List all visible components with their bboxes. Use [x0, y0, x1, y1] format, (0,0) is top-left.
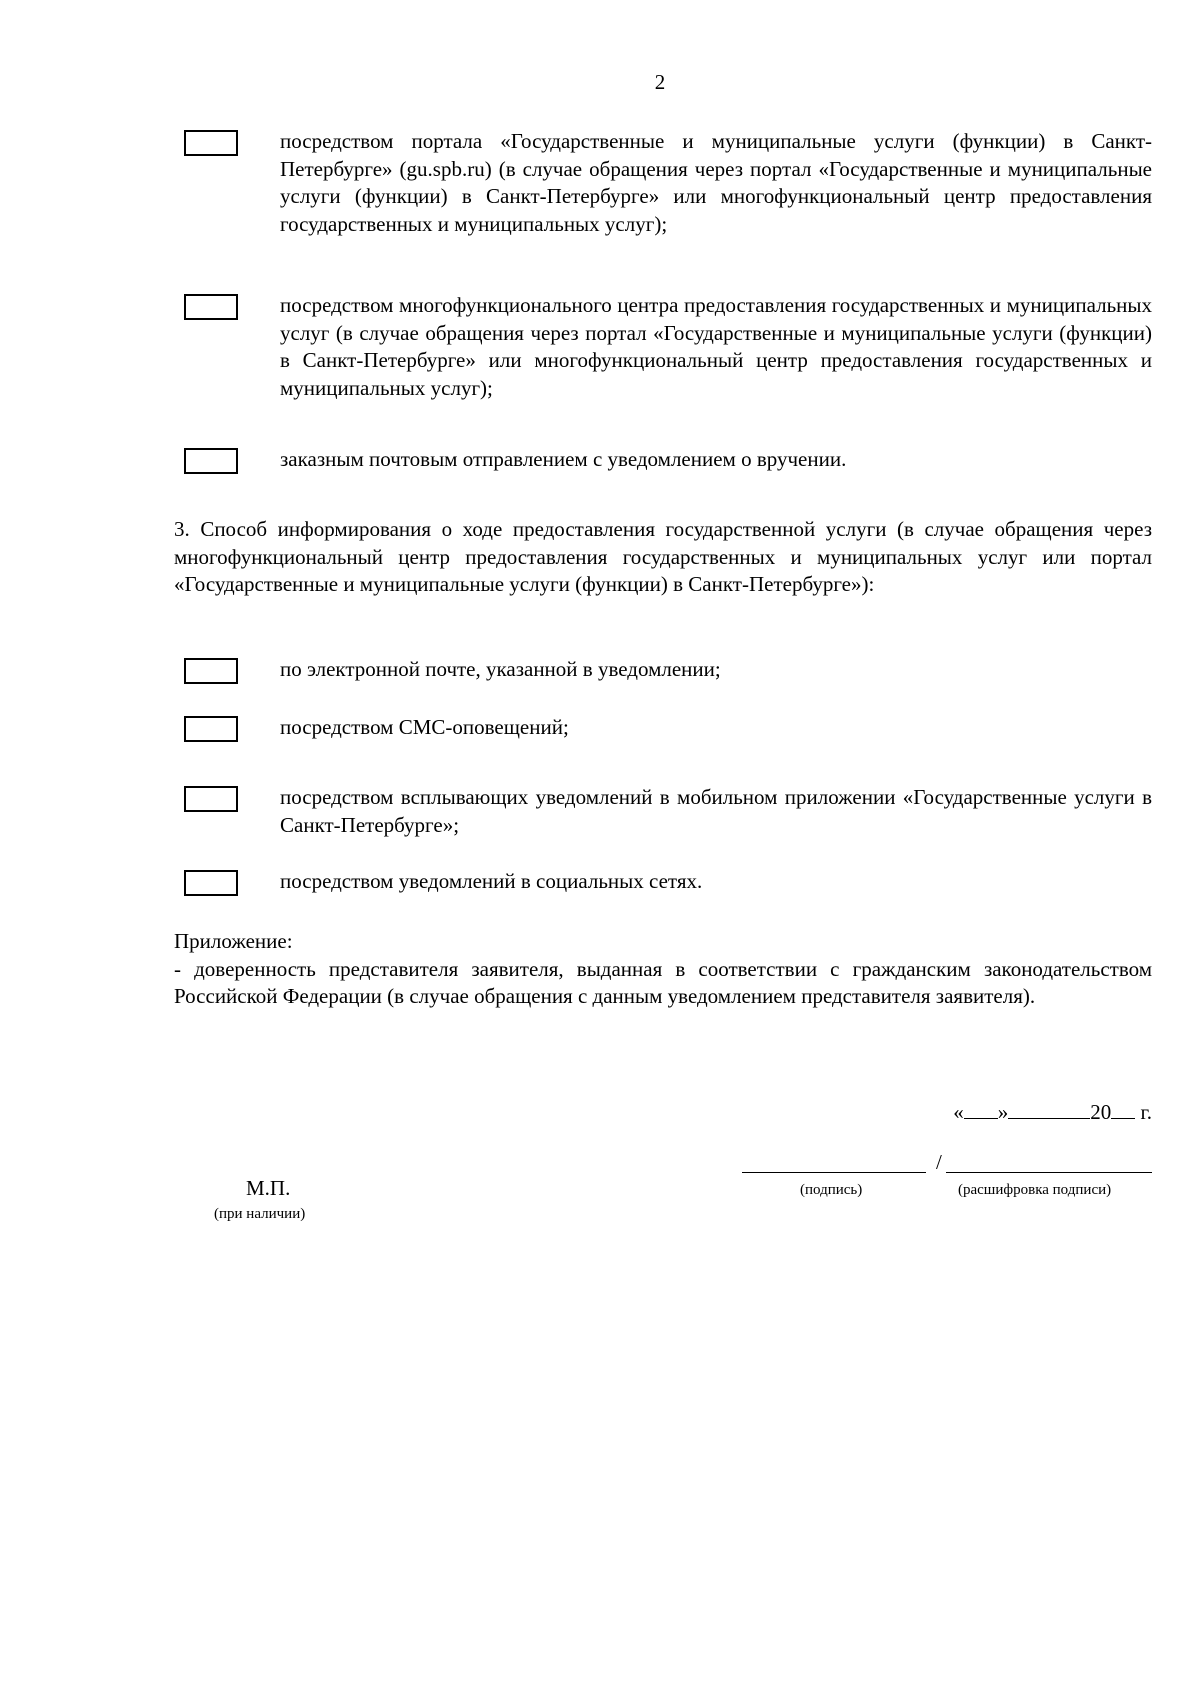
stamp-note: (при наличии) [214, 1206, 306, 1222]
option-text: посредством всплывающих уведомлений в мобильном приложении «Государственные услуги в Санкт-Петербурге»; [280, 785, 1152, 837]
appendix-text: - доверенность представителя заявителя, выданная в соответствии с гражданским законодательством Российской Федерации (в случае обращения с данным уведомлением представителя заявителя). [174, 956, 1152, 1008]
page-number: 2 [654, 70, 666, 94]
section-3-text: 3. Способ информирования о ходе предоставления государственной услуги (в случае обращения через многофункциональный центр предоставления государственных и муниципальных услуг или портал «Государственные и муниципальные услуги (функции) в Санкт-Петербурге»): [174, 517, 1152, 596]
date-close-quote: » [997, 1100, 1009, 1124]
appendix-title: Приложение: [174, 929, 293, 953]
checkbox-mail[interactable] [184, 448, 238, 474]
year-suffix: г. [1140, 1100, 1152, 1124]
signature-slash: / [936, 1150, 942, 1174]
section-3-heading [174, 516, 1152, 599]
checkbox-mfc[interactable] [184, 294, 238, 320]
day-blank[interactable] [964, 1100, 998, 1119]
checkbox-portal[interactable] [184, 130, 238, 156]
option-text: посредством СМС-оповещений; [280, 715, 569, 739]
checkbox-email[interactable] [184, 658, 238, 684]
date-line [880, 1100, 1152, 1125]
year-blank[interactable] [1111, 1100, 1135, 1119]
date-open-quote: « [953, 1100, 964, 1124]
signature-label: (подпись) [800, 1182, 863, 1198]
month-blank[interactable] [1008, 1100, 1090, 1119]
option-text: посредством многофункционального центра предоставления государственных и муниципальных услуг (в случае обращения через портал «Государственные и муниципальные услуги (функции) в Санкт-Петербурге» или многофункциональный центр предоставления государственных и муниципальных услуг); [280, 293, 1152, 400]
signature-decoding-line[interactable] [946, 1172, 1152, 1173]
option-text: посредством уведомлений в социальных сетях. [280, 869, 703, 893]
year-prefix: 20 [1090, 1100, 1112, 1124]
option-text: заказным почтовым отправлением с уведомлением о вручении. [280, 447, 847, 471]
appendix [174, 928, 1152, 1011]
checkbox-social[interactable] [184, 870, 238, 896]
checkbox-sms[interactable] [184, 716, 238, 742]
decoding-label: (расшифровка подписи) [958, 1182, 1112, 1198]
checkbox-push[interactable] [184, 786, 238, 812]
signature-line[interactable] [742, 1172, 926, 1173]
option-text: посредством портала «Государственные и муниципальные услуги (функции) в Санкт-Петербурге» (gu.spb.ru) (в случае обращения через портал «Государственные и муниципальные услуги (функции) в Санкт-Петербурге» или многофункциональный центр предоставления государственных и муниципальных услуг); [280, 129, 1152, 236]
stamp-label: М.П. [246, 1176, 291, 1200]
option-text: по электронной почте, указанной в уведомлении; [280, 657, 721, 681]
